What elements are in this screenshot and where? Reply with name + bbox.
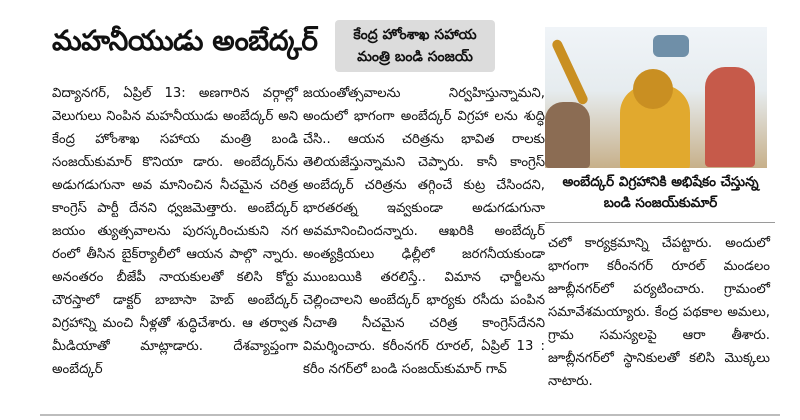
photo-vessel	[653, 35, 689, 57]
photo-statue-head	[633, 69, 673, 109]
photo-person-right	[705, 67, 755, 167]
column-2-text: జయంతోత్సవాలను నిర్వహిస్తున్నామని, అందులో భాగంగా అంబేద్కర్ విగ్రహా లను శుద్ధి చేసి.. ఆయన చరిత్రను భావిత రాలకు తెలియజేస్తున్నామని చెప్పారు. కానీ కాంగ్రెస్ అంబేద్కర్ చరిత్రను తగ్గించే కుట్ర చేసిందని, భారతరత్న ఇవ్వకుండా అడుగడుగునా అవమానించిందన్నారు. ఆఖరికి అంబేద్కర్ అంత్యక్రియలు ఢిల్లీలో జరగనీయకుండా ముంబయికి తరలిస్తే.. విమాన ఛార్జీలను చెల్లించాలని అంబేద్కర్ భార్యకు రసీదు పంపిన నీచాతి నీచమైన చరిత్ర కాంగ్రెస్‌దేనని విమర్శించారు. కరీంనగర్ రూరల్, ఏప్రిల్ 13 : కరీం నగర్‌లో బండి సంజయ్‌కుమార్ గావ్	[303, 86, 545, 377]
article-column-2	[303, 82, 545, 381]
column-3-text: చలో కార్యక్రమాన్ని చేపట్టారు. అందులో భాగంగా కరీంనగర్ రూరల్ మండలం జూబ్లీనగర్‌లో పర్యటించారు. గ్రామంలో సమావేశమయ్యారు. కేంద్ర పథకాల అమలు, గ్రామ సమస్యలపై ఆరా తీశారు. జూబ్లీనగర్‌లో స్థానికులతో కలిసి మొక్కలు నాటారు.	[548, 236, 770, 389]
photo-arm	[551, 38, 590, 106]
article-column-1	[52, 82, 298, 381]
photo-caption	[548, 172, 773, 220]
divider-top	[545, 222, 775, 223]
caption-line-1: అంబేద్కర్ విగ్రహానికి అభిషేకం చేస్తున్న	[562, 174, 759, 190]
photo-person-left	[545, 102, 590, 168]
column-1-text: విద్యానగర్, ఏప్రిల్ 13: అణగారిన వర్గాల్లో వెలుగులు నింపిన మహనీయుడు అంబేద్కర్ అని కేంద్ర హోంశాఖ సహాయ మంత్రి బండి సంజయ్‌కుమార్ కొనియా డారు. అంబేద్కర్‌ను అడుగడుగునా అవ మానించిన నీచమైన చరిత్ర కాంగ్రెస్ పార్టీ దేనని ధ్వజమెత్తారు. అంబేద్కర్ జయం త్యుత్సవాలను పురస్కరించుకుని నగ రంలో తీసిన బైక్‌ర్యాలీలో ఆయన పాల్గొ న్నారు. అనంతరం బీజేపీ నాయకులతో కలిసి కోర్టు చౌరస్తాలో డాక్టర్ బాబాసా హెబ్ అంబేద్కర్ విగ్రహాన్ని మంచి నీళ్లతో శుద్ధిచేశారు. ఆ తర్వాత మీడియాతో మాట్లాడారు. దేశవ్యాప్తంగా అంబేద్కర్	[52, 86, 298, 377]
article-column-3	[548, 232, 770, 393]
caption-line-2: బండి సంజయ్‌కుమార్	[603, 195, 718, 211]
subhead-box	[335, 20, 495, 72]
headline: మహనీయుడు అంబేద్కర్	[52, 24, 318, 57]
news-photo	[545, 27, 767, 168]
subhead-line-1: కేంద్ర హోంశాఖ సహాయ	[353, 27, 477, 43]
bottom-rule	[40, 414, 780, 416]
subhead-line-2: మంత్రి బండి సంజయ్	[357, 49, 473, 65]
